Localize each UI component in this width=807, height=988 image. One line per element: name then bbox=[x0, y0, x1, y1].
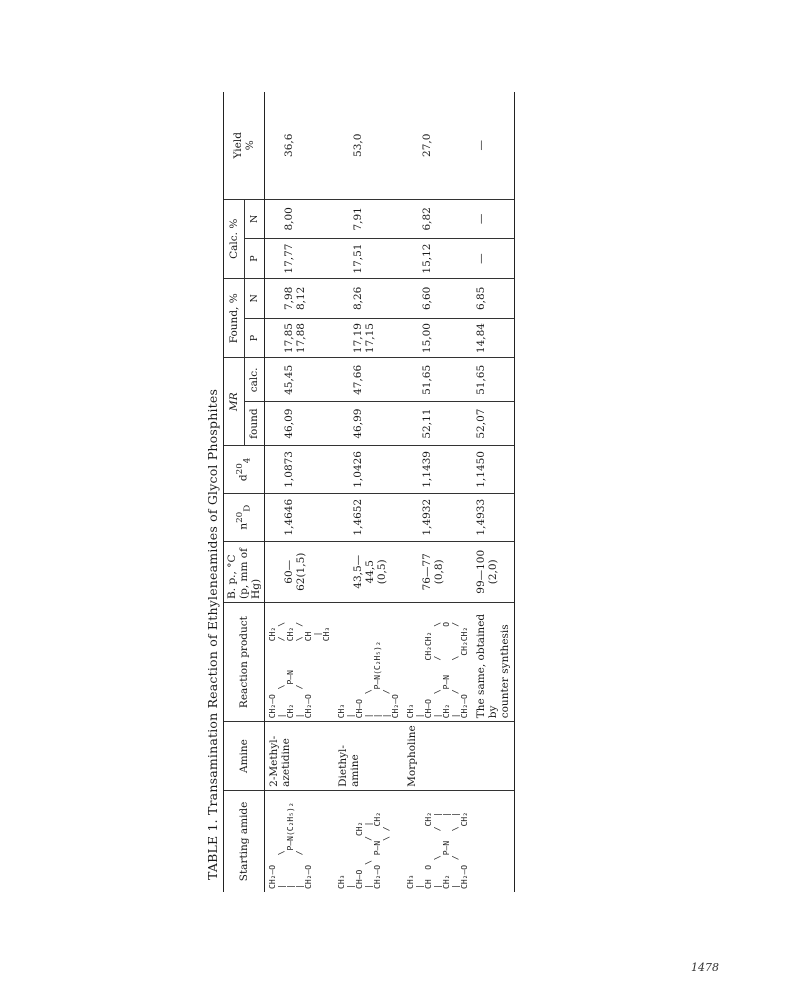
calc-p-cell: 15,12 bbox=[403, 239, 472, 279]
yield-cell: 27,0 bbox=[403, 92, 472, 199]
header-calc-p: P bbox=[244, 239, 265, 279]
reaction-product-structure: CH₃ | CH—O | \ | P—N(C₂H₅)₂ | / CH₂—O bbox=[337, 641, 400, 719]
rotated-table-block bbox=[205, 92, 807, 889]
density-cell: 1,0426 bbox=[334, 445, 403, 493]
table-row bbox=[472, 92, 515, 892]
yield-cell: 36,6 bbox=[265, 92, 335, 199]
header-nd: $n^{20}_D$ bbox=[224, 493, 265, 541]
found-p-cell: 14,84 bbox=[472, 318, 515, 358]
mr-calc-cell: 51,65 bbox=[403, 358, 472, 402]
mr-found-cell: 46,09 bbox=[265, 402, 335, 446]
calc-n-cell: 6,82 bbox=[403, 199, 472, 239]
header-yield: Yield % bbox=[224, 92, 265, 199]
found-n-cell: 6,85 bbox=[472, 279, 515, 319]
found-p-cell: 17,19 17,15 bbox=[334, 318, 403, 358]
data-table bbox=[223, 92, 515, 892]
page-number: 1478 bbox=[691, 961, 719, 974]
rotated-content bbox=[205, 92, 527, 892]
found-n-cell: 7,98 8,12 bbox=[265, 279, 335, 319]
header-calc-pct: Calc. % bbox=[224, 199, 245, 278]
header-starting-amide: Starting amide bbox=[224, 790, 265, 892]
reaction-product-structure: CH₃ | CH—O CH₂CH₂ | \ / \ CH₂ P—N O | / \ / CH₂—O CH₂CH₂ bbox=[406, 621, 469, 719]
found-p-cell: 15,00 bbox=[403, 318, 472, 358]
mr-found-cell: 46,99 bbox=[334, 402, 403, 446]
mr-calc-cell: 45,45 bbox=[265, 358, 335, 402]
calc-n-cell: 8,00 bbox=[265, 199, 335, 239]
found-n-cell: 8,26 bbox=[334, 279, 403, 319]
calc-p-cell: 17,51 bbox=[334, 239, 403, 279]
nd-cell: 1,4933 bbox=[472, 493, 515, 541]
header-mr-calc: calc. bbox=[244, 358, 265, 402]
found-p-cell: 17,85 17,88 bbox=[265, 318, 335, 358]
nd-cell: 1,4652 bbox=[334, 493, 403, 541]
found-n-cell: 6,60 bbox=[403, 279, 472, 319]
header-mr-found: found bbox=[244, 402, 265, 446]
density-cell: 1,1439 bbox=[403, 445, 472, 493]
table-row bbox=[403, 92, 472, 892]
calc-p-cell: — bbox=[472, 239, 515, 279]
header-bp: B. p., °C (p, mm of Hg) bbox=[224, 541, 265, 602]
table-row bbox=[334, 92, 403, 892]
density-cell: 1,0873 bbox=[265, 445, 335, 493]
reaction-product-text: The same, obtained by counter synthesis bbox=[472, 602, 515, 721]
mr-calc-cell: 47,66 bbox=[334, 358, 403, 402]
calc-n-cell: — bbox=[472, 199, 515, 239]
header-mr: MR bbox=[224, 358, 245, 445]
amine-cell: Morpholine bbox=[403, 722, 472, 791]
header-found-pct: Found, % bbox=[224, 279, 245, 358]
starting-amide-structure: CH₃ | CH O CH₂ | \ / | CH₂ P—N | | / \ | CH₂—O CH₂ bbox=[406, 811, 469, 889]
starting-amide-structure: CH₂—O | \ | P—N(C₂H₅)₂ | / CH₂—O bbox=[268, 802, 313, 889]
yield-cell: 53,0 bbox=[334, 92, 403, 199]
amine-cell: 2-Methyl- azetidine bbox=[265, 722, 335, 791]
calc-p-cell: 17,77 bbox=[265, 239, 335, 279]
header-found-p: P bbox=[244, 318, 265, 358]
header-found-n: N bbox=[244, 279, 265, 319]
bp-cell: 76—77 (0,8) bbox=[403, 541, 472, 602]
mr-found-cell: 52,11 bbox=[403, 402, 472, 446]
nd-cell: 1,4646 bbox=[265, 493, 335, 541]
mr-calc-cell: 51,65 bbox=[472, 358, 515, 402]
yield-cell: — bbox=[472, 92, 515, 199]
bp-cell: 99—100 (2,0) bbox=[472, 541, 515, 602]
mr-found-cell: 52,07 bbox=[472, 402, 515, 446]
table-title: TABLE 1. Transamination Reaction of Ethyleneamides of Glycol Phosphites bbox=[205, 388, 220, 880]
bp-cell: 60—62(1,5) bbox=[265, 541, 335, 602]
reaction-product-structure: CH₂—O CH₂ | \ / \ CH₂ P—N CH₂ | / \ / CH₂—O CH | CH₃ bbox=[268, 621, 331, 719]
calc-n-cell: 7,91 bbox=[334, 199, 403, 239]
header-reaction-product: Reaction product bbox=[224, 602, 265, 721]
table-row bbox=[265, 92, 335, 892]
amine-cell: Diethyl- amine bbox=[334, 722, 403, 791]
amine-cell bbox=[472, 722, 515, 791]
bp-cell: 43,5—44,5 (0,5) bbox=[334, 541, 403, 602]
header-density: $d^{20}_4$ bbox=[224, 445, 265, 493]
nd-cell: 1,4932 bbox=[403, 493, 472, 541]
starting-amide-structure: CH₃ | CH—O CH₂ | \ / | CH₂—O P—N CH₂ \ / bbox=[337, 811, 391, 889]
header-amine: Amine bbox=[224, 722, 265, 791]
density-cell: 1,1450 bbox=[472, 445, 515, 493]
header-calc-n: N bbox=[244, 199, 265, 239]
